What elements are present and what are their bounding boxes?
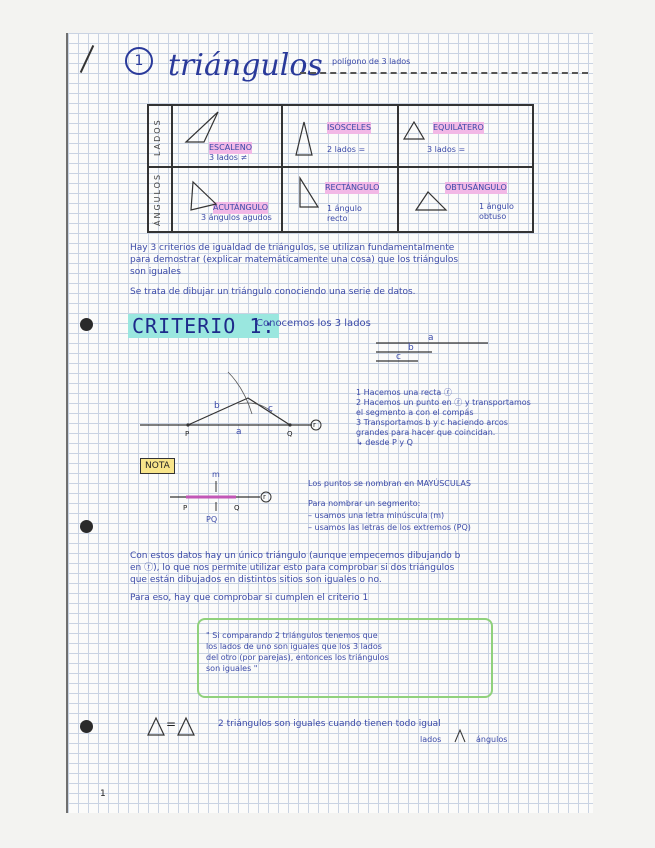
page-title: triángulos <box>168 48 323 83</box>
nota-label-m: m <box>212 470 220 479</box>
cell-desc-obtusangulo: 1 ángulo obtuso <box>479 202 514 221</box>
segment-label-b: b <box>408 343 414 353</box>
page-subtitle: polígono de 3 lados <box>332 57 411 66</box>
nota-text-segments: Para nombrar un segmento: – usamos una letra minúscula (m) – usamos las letras de los extremos (PQ) <box>308 499 471 532</box>
cell-name-equilatero: EQUILÁTERO <box>433 123 484 132</box>
cell-desc-acutangulo: 3 ángulos agudos <box>201 213 272 222</box>
side-label-c: c <box>268 404 273 414</box>
section-number: 1 <box>125 47 153 75</box>
cell-name-obtusangulo: OBTUSÁNGULO <box>445 183 507 192</box>
line-label-r: r <box>313 421 316 429</box>
point-label-p: P <box>185 430 190 438</box>
criterion-quote: " Si comparando 2 triángulos tenemos que los lados de uno son iguales que los 3 lados del otro (por parejas), entonces los triángulos son iguales " <box>206 631 389 673</box>
cell-name-rectangulo: RECTÁNGULO <box>325 183 380 192</box>
nota-badge: NOTA <box>140 458 175 474</box>
nota-label-q: Q <box>234 504 240 512</box>
cell-name-isosceles: ISÓSCELES <box>327 123 372 132</box>
side-label-b: b <box>214 401 220 411</box>
criterio-heading: CRITERIO 1: <box>128 314 279 338</box>
side-label-a: a <box>236 427 242 437</box>
final-statement: 2 triángulos son iguales cuando tienen todo igual <box>218 719 441 729</box>
nota-label-r: r <box>263 493 266 501</box>
segment-label-c: c <box>396 352 401 362</box>
nota-text-points: Los puntos se nombran en MAYÚSCULAS <box>308 479 471 488</box>
row-label-angulos: ÁNGULOS <box>153 172 162 226</box>
intro-sentence: Se trata de dibujar un triángulo conociendo una serie de datos. <box>130 287 416 297</box>
row-label-lados: LADOS <box>153 118 162 156</box>
paragraph-unique-triangle: Con estos datos hay un único triángulo (aunque empecemos dibujando b en ⓡ), lo que nos permite utilizar esto para comprobar si dos triángulos que están dibujados en distintos sitios son iguales o no. <box>130 551 461 585</box>
page-number: 1 <box>100 789 106 799</box>
cell-name-escaleno: ESCALENO <box>209 143 252 152</box>
cell-desc-rectangulo: 1 ángulo recto <box>327 204 362 223</box>
nota-label-p: P <box>183 504 188 512</box>
cell-desc-equilatero: 3 lados = <box>427 145 466 154</box>
point-label-q: Q <box>287 430 293 438</box>
criterio-description: Conocemos los 3 lados <box>256 318 371 329</box>
final-label-angulos: ángulos <box>476 735 508 744</box>
final-label-lados: lados <box>420 735 442 744</box>
cell-name-acutangulo: ACUTÁNGULO <box>213 203 269 212</box>
segment-label-a: a <box>428 333 434 343</box>
paragraph-check-criterion: Para eso, hay que comprobar si cumplen el criterio 1 <box>130 593 369 603</box>
nota-label-pq: PQ <box>206 515 218 524</box>
equal-sign: = <box>166 717 177 731</box>
construction-steps: 1 Hacemos una recta ⓡ 2 Hacemos un punto en ⓡ y transportamos el segmento a con el compás 3 Transportamos b y c haciendo arcos grandes para hacer que coincidan. ↳ desde P y Q <box>356 388 531 447</box>
cell-desc-isosceles: 2 lados = <box>327 145 366 154</box>
cell-desc-escaleno: 3 lados ≠ <box>209 153 248 162</box>
intro-paragraph: Hay 3 criterios de igualdad de triángulos, se utilizan fundamentalmente para demostrar (explicar matemáticamente una cosa) que los triángulos son iguales <box>130 243 459 277</box>
